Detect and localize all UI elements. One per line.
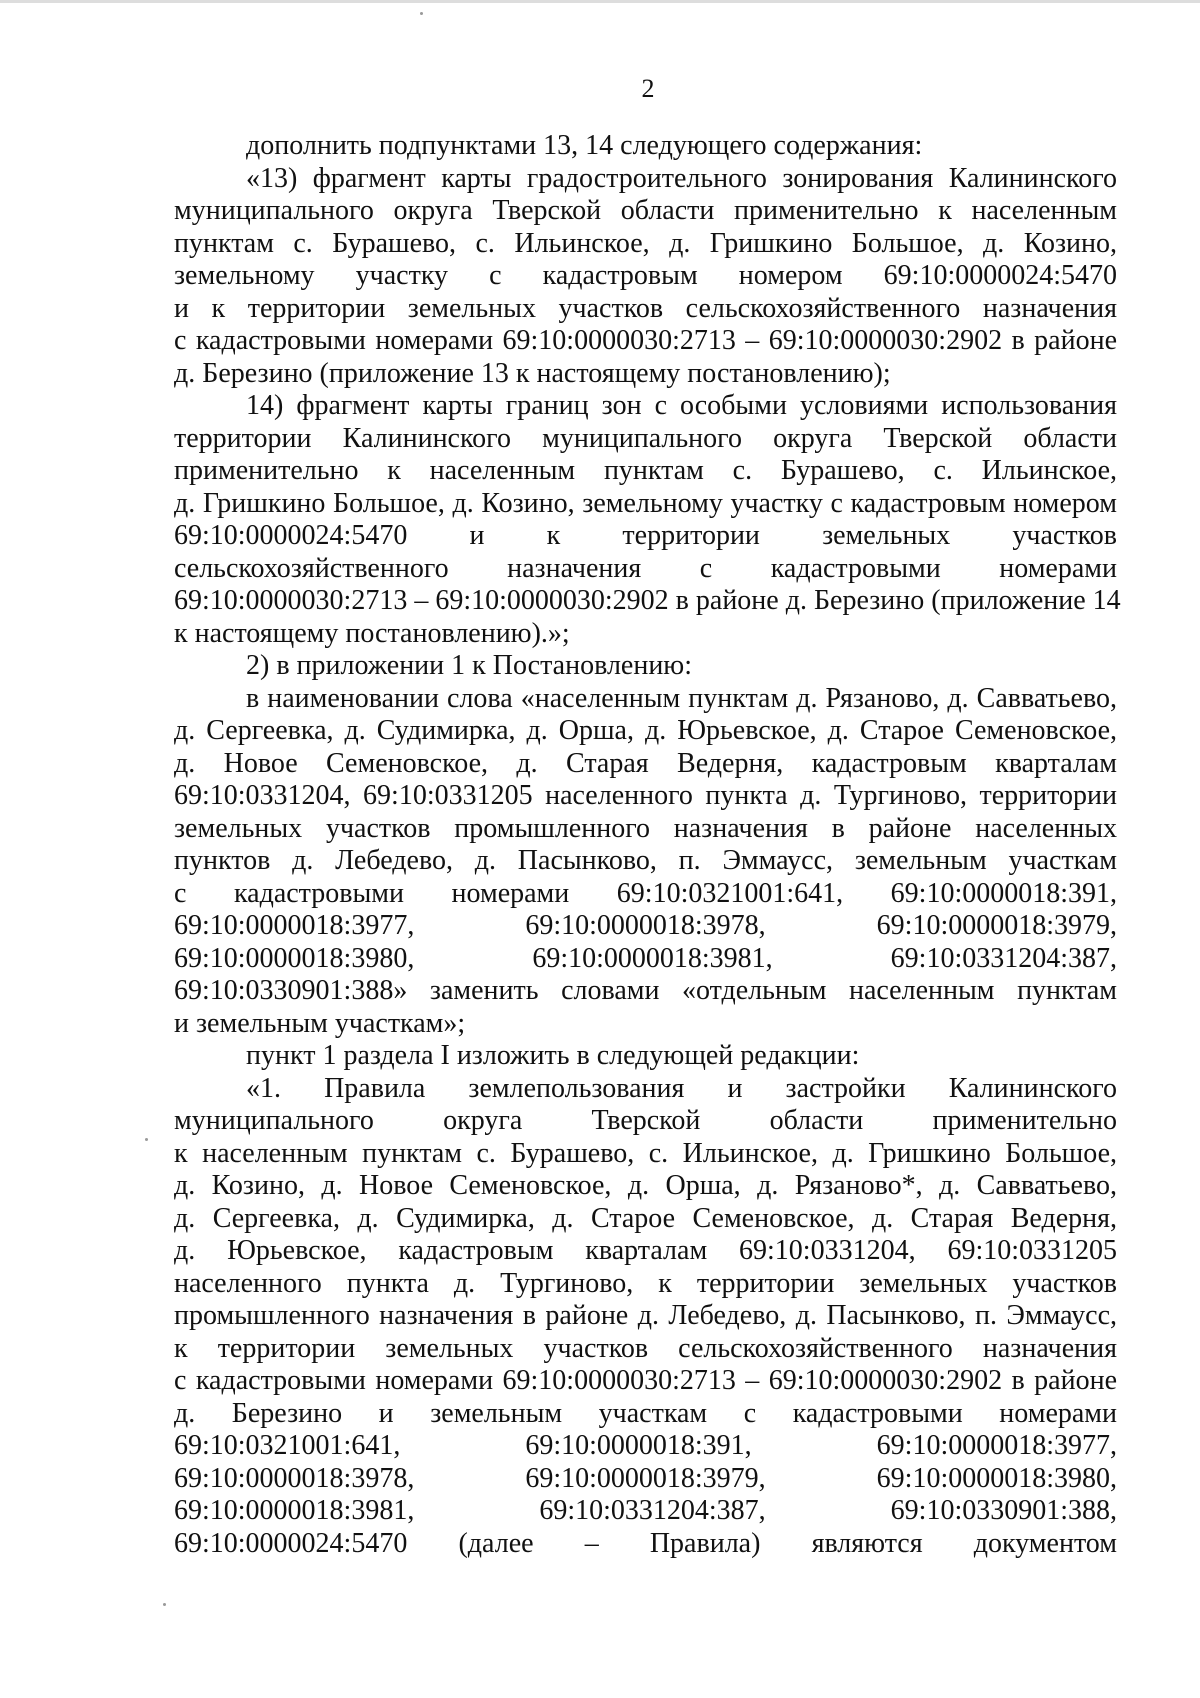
text-line: с кадастровыми номерами 69:10:0000030:2713 – 69:10:0000030:2902 в районе xyxy=(174,1365,1117,1396)
text-line: 69:10:0000030:2713 – 69:10:0000030:2902 в районе д. Березино (приложение 14 xyxy=(174,585,1121,616)
text-line: 69:10:0000018:3977, 69:10:0000018:3978, 69:10:0000018:3979, xyxy=(174,910,1117,941)
text-line: 69:10:0330901:388» заменить словами «отдельным населенным пунктам xyxy=(174,975,1117,1006)
text-line: населенного пункта д. Тургиново, к территории земельных участков xyxy=(174,1267,1117,1299)
text-line: д. Березино и земельным участкам с кадастровыми номерами xyxy=(174,1397,1117,1429)
text-line: сельскохозяйственного назначения с кадастровыми номерами xyxy=(174,552,1117,584)
text-line: земельному участку с кадастровым номером 69:10:0000024:5470 xyxy=(174,260,1117,291)
text-line: «13) фрагмент карты градостроительного зонирования Калининского xyxy=(246,162,1117,194)
text-line: муниципального округа Тверской области применительно xyxy=(174,1105,1117,1136)
scan-speck xyxy=(163,1603,166,1606)
text-line: к настоящему постановлению).»; xyxy=(174,617,570,649)
text-line: применительно к населенным пунктам с. Бурашево, с. Ильинское, xyxy=(174,455,1117,486)
text-line: д. Сергеевка, д. Судимирка, д. Старое Семеновское, д. Старая Ведерня, xyxy=(174,1202,1117,1234)
page-number: 2 xyxy=(641,74,655,103)
text-line: в наименовании слова «населенным пунктам д. Рязаново, д. Савватьево, xyxy=(246,682,1117,714)
text-line: д. Юрьевское, кадастровым кварталам 69:10:0331204, 69:10:0331205 xyxy=(174,1235,1117,1266)
scan-speck xyxy=(145,1138,148,1141)
text-line: пункт 1 раздела I изложить в следующей редакции: xyxy=(246,1040,860,1071)
text-line: д. Березино (приложение 13 к настоящему постановлению); xyxy=(174,357,891,389)
scan-speck xyxy=(420,12,423,15)
text-line: 69:10:0000018:3980, 69:10:0000018:3981, 69:10:0331204:387, xyxy=(174,942,1117,974)
text-line: дополнить подпунктами 13, 14 следующего содержания: xyxy=(246,130,923,161)
text-line: 69:10:0321001:641, 69:10:0000018:391, 69:10:0000018:3977, xyxy=(174,1430,1117,1461)
text-line: территории Калининского муниципального округа Тверской области xyxy=(174,422,1117,454)
text-line: муниципального округа Тверской области применительно к населенным xyxy=(174,195,1117,226)
text-line: 2) в приложении 1 к Постановлению: xyxy=(246,650,693,681)
scan-edge-line xyxy=(0,0,1200,3)
text-line: д. Козино, д. Новое Семеновское, д. Орша, д. Рязаново*, д. Савватьево, xyxy=(174,1170,1117,1201)
text-line: к населенным пунктам с. Бурашево, с. Ильинское, д. Гришкино Большое, xyxy=(174,1137,1117,1169)
text-line: пунктов д. Лебедево, д. Пасынково, п. Эммаусс, земельным участкам xyxy=(174,845,1117,876)
text-line: земельных участков промышленного назначения в районе населенных xyxy=(174,812,1117,844)
text-line: 69:10:0000018:3981, 69:10:0331204:387, 69:10:0330901:388, xyxy=(174,1495,1117,1526)
text-line: 69:10:0331204, 69:10:0331205 населенного пункта д. Тургиново, территории xyxy=(174,780,1117,811)
text-line: с кадастровыми номерами 69:10:0000030:2713 – 69:10:0000030:2902 в районе xyxy=(174,325,1117,356)
text-line: д. Гришкино Большое, д. Козино, земельному участку с кадастровым номером xyxy=(174,487,1117,519)
text-line: к территории земельных участков сельскохозяйственного назначения xyxy=(174,1332,1117,1364)
text-line: «1. Правила землепользования и застройки Калининского xyxy=(246,1072,1117,1104)
text-line: 69:10:0000024:5470 и к территории земельных участков xyxy=(174,520,1117,551)
text-line: 69:10:0000018:3978, 69:10:0000018:3979, 69:10:0000018:3980, xyxy=(174,1462,1117,1494)
body-text xyxy=(174,130,1121,1560)
text-line: 69:10:0000024:5470 (далее – Правила) являются документом xyxy=(174,1527,1117,1559)
text-line: и к территории земельных участков сельскохозяйственного назначения xyxy=(174,292,1117,324)
text-line: с кадастровыми номерами 69:10:0321001:641, 69:10:0000018:391, xyxy=(174,877,1117,909)
text-line: пунктам с. Бурашево, с. Ильинское, д. Гришкино Большое, д. Козино, xyxy=(174,227,1117,259)
text-line: д. Новое Семеновское, д. Старая Ведерня, кадастровым кварталам xyxy=(174,747,1117,779)
text-line: 14) фрагмент карты границ зон с особыми условиями использования xyxy=(246,390,1117,421)
text-line: промышленного назначения в районе д. Лебедево, д. Пасынково, п. Эммаусс, xyxy=(174,1300,1117,1331)
text-line: и земельным участкам»; xyxy=(174,1007,466,1039)
text-line: д. Сергеевка, д. Судимирка, д. Орша, д. Юрьевское, д. Старое Семеновское, xyxy=(174,715,1117,746)
